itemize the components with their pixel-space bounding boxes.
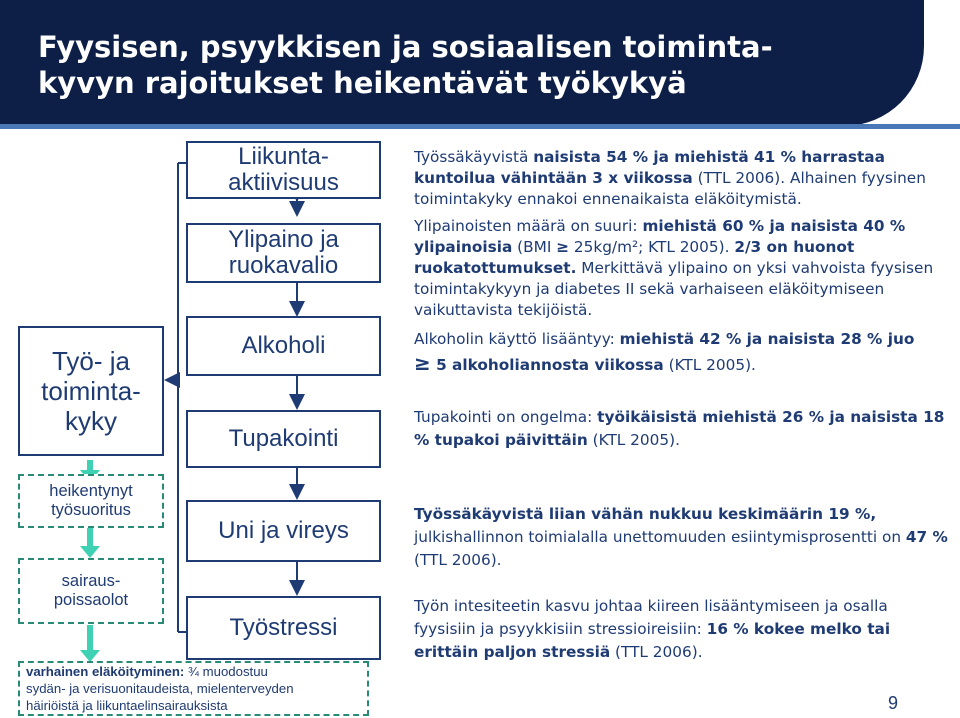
factor-box-liikunta (186, 141, 381, 199)
text-ylipaino (414, 216, 954, 321)
uni-d: (TTL 2006). (414, 551, 502, 569)
text-liikunta (414, 147, 954, 210)
varhainen-rest: ¾ muodostuu (184, 664, 268, 679)
varhainen-bold: varhainen eläköityminen: (26, 664, 185, 679)
alkoholi-a: Alkoholin käyttö lisääntyy: (414, 330, 620, 348)
text-alkoholi (414, 327, 954, 377)
title-line-2: kyvyn rajoitukset heikentävät työkykyä (38, 66, 687, 100)
factor-alkoholi-label: Alkoholi (241, 332, 326, 359)
liikunta-c: (TTL 2006). Alhainen fyysinen toimintakyky ennakoi ennenaikaista eläköitymistä. (414, 169, 926, 208)
factor-box-tupakointi (186, 410, 381, 468)
sairaus-line-1: sairaus- (61, 572, 121, 590)
varhainen-line-3: häiriöistä ja liikuntaelinsairauksista (26, 698, 228, 713)
ylipaino-d: 25kg/m²; KTL 2005). (569, 238, 735, 256)
work-ability-box (18, 326, 164, 456)
tupakointi-b: työikäisistä miehistä 26 % ja naisista 18 % tupakoi päivittäin (414, 408, 945, 449)
factor-box-alkoholi (186, 316, 381, 376)
uni-b: julkishallinnon toimialalla unettomuuden esiintymisprosentti on (414, 528, 906, 546)
factor-box-ylipaino (186, 223, 381, 283)
work-ability-line-1: Työ- ja (51, 346, 130, 376)
stressi-a: Työn intesiteetin kasvu johtaa kiireen lisääntymiseen ja osalla fyysisiin ja psyykkisiin stressioireisiin: (414, 597, 888, 638)
tupakointi-a: Tupakointi on ongelma: (414, 408, 598, 426)
title-line-1: Fyysisen, psyykkisen ja sosiaalisen toiminta- (38, 30, 773, 64)
sairaus-line-2: poissaolot (53, 591, 129, 609)
ylipaino-e: 2/3 on huonot ruokatottumukset. (414, 238, 855, 277)
alkoholi-d: (KTL 2005). (663, 356, 756, 374)
work-ability-line-2: toiminta- (41, 376, 141, 406)
alkoholi-c: 5 alkoholiannosta viikossa (430, 356, 664, 374)
ylipaino-gte: ≥ (556, 238, 570, 256)
text-tupakointi (414, 406, 954, 452)
ylipaino-a: Ylipainoisten määrä on suuri: (414, 217, 643, 235)
consequence-sairauspoissaolot (18, 558, 164, 624)
liikunta-a: Työssäkäyvistä (414, 148, 534, 166)
factor-tyostressi-label: Työstressi (229, 614, 338, 641)
uni-a: Työssäkäyvistä liian vähän nukkuu keskimäärin 19 %, (414, 505, 877, 523)
tupakointi-c: (KTL 2005). (587, 431, 680, 449)
consequence-varhainen-elakoityminen (18, 661, 369, 716)
heikentynyt-line-2: työsuoritus (51, 501, 131, 519)
alkoholi-b: miehistä 42 % ja naisista 28 % juo (619, 330, 915, 348)
factor-tupakointi-label: Tupakointi (228, 425, 339, 452)
consequence-heikentynyt (18, 474, 164, 528)
factor-box-tyostressi (186, 596, 381, 660)
alkoholi-gte: ≥ (414, 351, 431, 375)
work-ability-line-3: kyky (64, 406, 117, 436)
heikentynyt-line-1: heikentynyt (49, 482, 133, 500)
uni-c: 47 % (905, 528, 948, 546)
varhainen-line-2: sydän- ja verisuonitaudeista, mielenterveyden (26, 681, 294, 696)
factor-ylipaino-line-1: Ylipaino ja (228, 226, 339, 253)
factor-ylipaino-line-2: ruokavalio (228, 252, 339, 279)
factor-liikunta-line-2: aktiivisuus (228, 169, 339, 196)
factor-box-uni (186, 500, 381, 562)
text-uni (414, 503, 959, 572)
factor-liikunta-line-1: Liikunta- (238, 143, 329, 170)
ylipaino-f: Merkittävä ylipaino on yksi vahvoista fyysisen toimintakykyyn ja diabetes II sekä varhaiseen eläköitymiseen vaikuttavista tekijöistä. (414, 259, 934, 319)
text-stressi (414, 595, 944, 664)
ylipaino-c: (BMI (512, 238, 557, 256)
bracket-connector (166, 163, 186, 632)
factor-uni-label: Uni ja vireys (218, 517, 349, 544)
stressi-c: (TTL 2006). (610, 643, 703, 661)
liikunta-b: naisista 54 % ja miehistä 41 % harrastaa kuntoilua vähintään 3 x viikossa (414, 148, 885, 187)
ylipaino-b: miehistä 60 % ja naisista 40 % ylipainoisia (414, 217, 906, 256)
page-number: 9 (887, 693, 898, 713)
stressi-b: 16 % kokee melko tai erittäin paljon stressiä (414, 620, 891, 661)
